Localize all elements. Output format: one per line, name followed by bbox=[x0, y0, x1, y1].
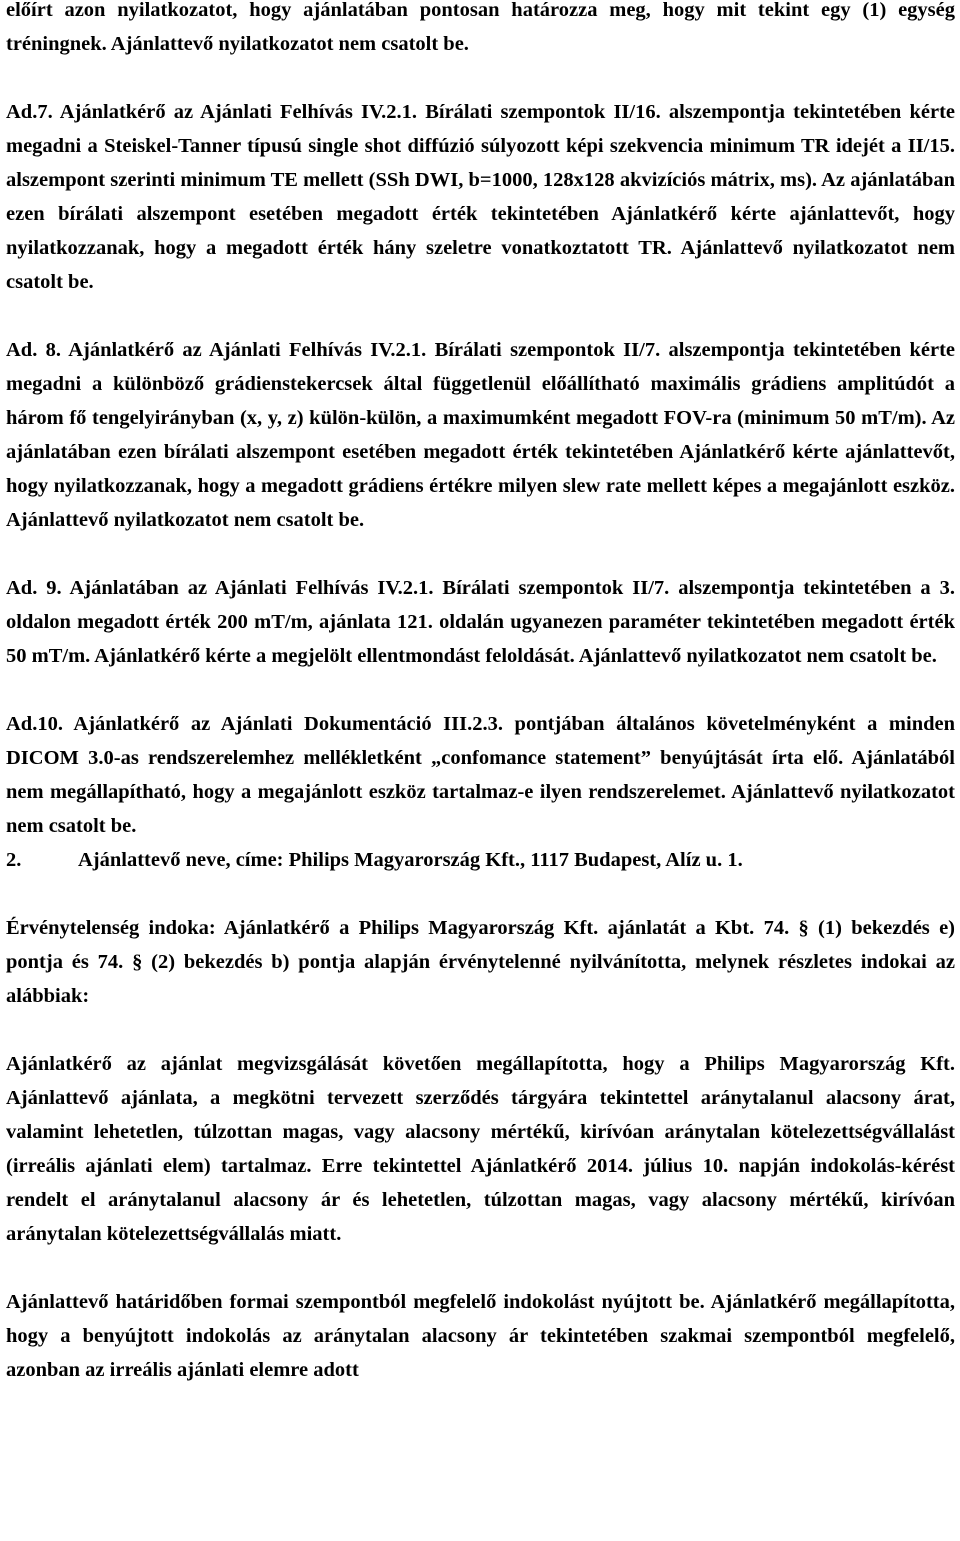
section-heading bbox=[6, 843, 955, 877]
section-number: 2. bbox=[6, 849, 22, 871]
paragraph-examination: Ajánlatkérő az ajánlat megvizsgálását követően megállapította, hogy a Philips Magyarország Kft. Ajánlattevő ajánlata, a megkötni tervezett szerződés tárgyára tekintettel aránytalanul alacsony árat, valamint lehetetlen, túlzottan magas, vagy alacsony mértékű, kirívóan aránytalan kötelezettségvállalást (irreális ajánlati elem) tartalmaz. Erre tekintettel Ajánlatkérő 2014. július 10. napján indokolás-kérést rendelt el aránytalanul alacsony ár és lehetetlen, túlzottan magas, vagy alacsony mértékű, kirívóan aránytalan kötelezettségvállalás miatt. bbox=[6, 1053, 955, 1245]
paragraph-invalidity-reason: Érvénytelenség indoka: Ajánlatkérő a Philips Magyarország Kft. ajánlatát a Kbt. 74. § (1) bekezdés e) pontja és 74. § (2) bekezdés b) pontja alapján érvénytelenné nyilvánította, melynek részletes indokai az alábbiak: bbox=[6, 917, 955, 1007]
paragraph-ad8: Ad. 8. Ajánlatkérő az Ajánlati Felhívás IV.2.1. Bírálati szempontok II/7. alszempontja tekintetében kérte megadni a különböző grádienstekercsek által függetlenül előállítható maximális grádiens amplitúdót a három fő tengelyirányban (x, y, z) külön-külön, a maximumként megadott FOV-ra (minimum 50 mT/m). Az ajánlatában ezen bírálati alszempont esetében megadott érték tekintetében Ajánlatkérő kérte ajánlattevőt, hogy nyilatkozzanak, hogy a megadott grádiens értékre milyen slew rate mellett képes a megajánlott eszköz. Ajánlattevő nyilatkozatot nem csatolt be. bbox=[6, 339, 955, 531]
paragraph-ad9: Ad. 9. Ajánlatában az Ajánlati Felhívás IV.2.1. Bírálati szempontok II/7. alszempontja tekintetében a 3. oldalon megadott érték 200 mT/m, ajánlata 121. oldalán ugyanezen paraméter tekintetében megadott érték 50 mT/m. Ajánlatkérő kérte a megjelölt ellentmondást feloldását. Ajánlattevő nyilatkozatot nem csatolt be. bbox=[6, 577, 955, 667]
paragraph-continuation: előírt azon nyilatkozatot, hogy ajánlatában pontosan határozza meg, hogy mit tekint egy (1) egység tréningnek. Ajánlattevő nyilatkozatot nem csatolt be. bbox=[6, 0, 955, 55]
section-title: Ajánlattevő neve, címe: Philips Magyarország Kft., 1117 Budapest, Alíz u. 1. bbox=[78, 849, 743, 871]
paragraph-justification: Ajánlattevő határidőben formai szempontból megfelelő indokolást nyújtott be. Ajánlatkérő megállapította, hogy a benyújtott indokolás az aránytalan alacsony ár tekintetében szakmai szempontból megfelelő, azonban az irreális ajánlati elemre adott bbox=[6, 1291, 955, 1381]
paragraph-ad7: Ad.7. Ajánlatkérő az Ajánlati Felhívás IV.2.1. Bírálati szempontok II/16. alszempontja tekintetében kérte megadni a Steiskel-Tanner típusú single shot diffúzió súlyozott képi szekvencia minimum TR idejét a II/15. alszempont szerinti minimum TE mellett (SSh DWI, b=1000, 128x128 akvizíciós mátrix, ms). Az ajánlatában ezen bírálati alszempont esetében megadott érték tekintetében Ajánlatkérő kérte ajánlattevőt, hogy nyilatkozzanak, hogy a megadott érték hány szeletre vonatkoztatott TR. Ajánlattevő nyilatkozatot nem csatolt be. bbox=[6, 101, 955, 293]
paragraph-ad10: Ad.10. Ajánlatkérő az Ajánlati Dokumentáció III.2.3. pontjában általános követelményként a minden DICOM 3.0-as rendszerelemhez mellékletként „confomance statement” benyújtását írta elő. Ajánlatából nem megállapítható, hogy a megajánlott eszköz tartalmaz-e ilyen rendszerelemet. Ajánlattevő nyilatkozatot nem csatolt be. bbox=[6, 713, 955, 837]
